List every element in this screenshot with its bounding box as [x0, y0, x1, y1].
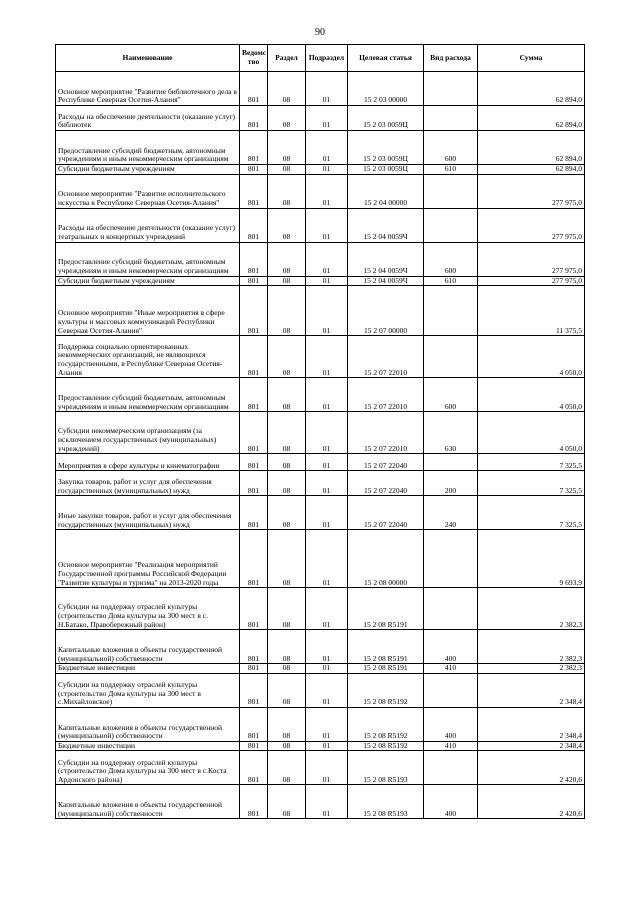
cell-exp-type: 410: [424, 664, 478, 674]
cell-name: Субсидии бюджетным учреждениям: [56, 276, 240, 286]
cell-target: 15 2 08 R5191: [348, 630, 424, 664]
table-row: [56, 785, 585, 819]
cell-dept: 801: [240, 496, 268, 530]
table-row: [56, 276, 585, 286]
cell-exp-type: [424, 106, 478, 131]
cell-section: 08: [268, 707, 306, 741]
cell-dept: 801: [240, 72, 268, 106]
cell-amount: 7 325,5: [478, 454, 585, 471]
cell-dept: 801: [240, 242, 268, 276]
cell-amount: 2 420,6: [478, 785, 585, 819]
cell-amount: 4 050,0: [478, 412, 585, 454]
cell-name: Субсидии бюджетным учреждениям: [56, 165, 240, 175]
cell-amount: 62 894,0: [478, 131, 585, 165]
cell-section: 08: [268, 276, 306, 286]
cell-dept: 801: [240, 530, 268, 588]
cell-name: Иные закупки товаров, работ и услуг для обеспечения государственных (муниципальных) нужд: [56, 496, 240, 530]
cell-target: 15 2 07 22010: [348, 378, 424, 412]
cell-amount: 7 325,5: [478, 496, 585, 530]
cell-target: 15 2 04 0059Ч: [348, 242, 424, 276]
table-row: [56, 174, 585, 208]
table-row: [56, 454, 585, 471]
table-row: [56, 673, 585, 707]
cell-subsection: 01: [306, 208, 348, 242]
cell-subsection: 01: [306, 664, 348, 674]
cell-target: 15 2 08 R5193: [348, 751, 424, 785]
cell-exp-type: 410: [424, 741, 478, 751]
table-row: [56, 496, 585, 530]
table-row: [56, 208, 585, 242]
table-row: [56, 242, 585, 276]
cell-dept: 801: [240, 707, 268, 741]
cell-dept: 801: [240, 630, 268, 664]
cell-dept: 801: [240, 276, 268, 286]
table-row: [56, 131, 585, 165]
header-amount: Сумма: [478, 45, 585, 72]
cell-amount: 2 420,6: [478, 751, 585, 785]
cell-exp-type: [424, 751, 478, 785]
cell-name: Поддержка социально ориентированных некоммерческих организаций, не являющихся государственными, в Республике Северная Осетия-Алания: [56, 336, 240, 378]
cell-amount: 4 050,0: [478, 378, 585, 412]
cell-subsection: 01: [306, 174, 348, 208]
cell-name: Субсидии на поддержку отраслей культуры (строительство Дома культуры на 300 мест в с.Коста Ардонского района): [56, 751, 240, 785]
cell-subsection: 01: [306, 378, 348, 412]
cell-target: 15 2 07 22040: [348, 471, 424, 496]
cell-exp-type: 610: [424, 276, 478, 286]
table-row: [56, 741, 585, 751]
cell-exp-type: 600: [424, 131, 478, 165]
cell-dept: 801: [240, 471, 268, 496]
cell-name: Предоставление субсидий бюджетным, автономным учреждениям и иным некоммерческим организациям: [56, 131, 240, 165]
cell-dept: 801: [240, 741, 268, 751]
cell-subsection: 01: [306, 588, 348, 630]
cell-dept: 801: [240, 165, 268, 175]
cell-exp-type: 600: [424, 242, 478, 276]
cell-target: 15 2 08 R5191: [348, 664, 424, 674]
cell-subsection: 01: [306, 785, 348, 819]
cell-target: 15 2 07 22010: [348, 336, 424, 378]
cell-section: 08: [268, 741, 306, 751]
cell-subsection: 01: [306, 707, 348, 741]
cell-amount: 277 975,0: [478, 242, 585, 276]
cell-amount: 2 348,4: [478, 707, 585, 741]
cell-exp-type: [424, 673, 478, 707]
cell-amount: 2 382,3: [478, 630, 585, 664]
cell-exp-type: 400: [424, 785, 478, 819]
table-row: [56, 378, 585, 412]
cell-amount: 4 050,0: [478, 336, 585, 378]
cell-amount: 62 894,0: [478, 106, 585, 131]
cell-amount: 62 894,0: [478, 72, 585, 106]
cell-section: 08: [268, 664, 306, 674]
cell-exp-type: 200: [424, 471, 478, 496]
cell-subsection: 01: [306, 454, 348, 471]
cell-subsection: 01: [306, 751, 348, 785]
cell-name: Основное мероприятие "Развитие библиотечного дела в Республике Северная Осетия-Алания": [56, 72, 240, 106]
cell-section: 08: [268, 131, 306, 165]
cell-amount: 62 894,0: [478, 165, 585, 175]
cell-target: 15 2 04 0059Ч: [348, 208, 424, 242]
cell-name: Предоставление субсидий бюджетным, автономным учреждениям и иным некоммерческим организациям: [56, 378, 240, 412]
cell-dept: 801: [240, 208, 268, 242]
cell-target: 15 2 03 00000: [348, 72, 424, 106]
cell-subsection: 01: [306, 276, 348, 286]
table-row: [56, 630, 585, 664]
cell-amount: 9 693,9: [478, 530, 585, 588]
table-row: [56, 286, 585, 336]
header-exp-type: Вид расхода: [424, 45, 478, 72]
cell-name: Субсидии на поддержку отраслей культуры (строительство Дома культуры на 300 мест в с.Михайловское): [56, 673, 240, 707]
cell-dept: 801: [240, 588, 268, 630]
cell-exp-type: [424, 588, 478, 630]
table-row: [56, 530, 585, 588]
cell-section: 08: [268, 412, 306, 454]
cell-name: Капитальные вложения в объекты государственной (муниципальной) собственности: [56, 630, 240, 664]
cell-section: 08: [268, 72, 306, 106]
cell-subsection: 01: [306, 630, 348, 664]
cell-exp-type: [424, 530, 478, 588]
cell-exp-type: 400: [424, 630, 478, 664]
cell-target: 15 2 08 R5192: [348, 673, 424, 707]
cell-target: 15 2 08 R5192: [348, 741, 424, 751]
cell-target: 15 2 04 0059Ч: [348, 276, 424, 286]
cell-subsection: 01: [306, 131, 348, 165]
cell-section: 08: [268, 378, 306, 412]
header-dept: Ведомс тво: [240, 45, 268, 72]
cell-subsection: 01: [306, 496, 348, 530]
cell-subsection: 01: [306, 242, 348, 276]
cell-exp-type: [424, 72, 478, 106]
cell-exp-type: 240: [424, 496, 478, 530]
cell-subsection: 01: [306, 530, 348, 588]
cell-target: 15 2 04 00000: [348, 174, 424, 208]
cell-subsection: 01: [306, 741, 348, 751]
cell-dept: 801: [240, 131, 268, 165]
cell-subsection: 01: [306, 673, 348, 707]
cell-name: Расходы на обеспечение деятельности (оказание услуг) библиотек: [56, 106, 240, 131]
cell-target: 15 2 07 22010: [348, 412, 424, 454]
cell-subsection: 01: [306, 286, 348, 336]
table-body: [56, 72, 585, 819]
cell-target: 15 2 08 R5192: [348, 707, 424, 741]
cell-exp-type: [424, 454, 478, 471]
cell-dept: 801: [240, 106, 268, 131]
cell-target: 15 2 03 0059Ц: [348, 165, 424, 175]
cell-section: 08: [268, 106, 306, 131]
table-row: [56, 751, 585, 785]
cell-subsection: 01: [306, 471, 348, 496]
cell-name: Капитальные вложения в объекты государственной (муниципальной) собственности: [56, 785, 240, 819]
cell-amount: 2 348,4: [478, 741, 585, 751]
cell-name: Закупка товаров, работ и услуг для обеспечения государственных (муниципальных) нужд: [56, 471, 240, 496]
cell-section: 08: [268, 530, 306, 588]
cell-section: 08: [268, 471, 306, 496]
cell-section: 08: [268, 286, 306, 336]
cell-section: 08: [268, 630, 306, 664]
cell-name: Субсидии некоммерческим организациям (за исключением государственных (муниципальных) учреждений): [56, 412, 240, 454]
cell-amount: 277 975,0: [478, 174, 585, 208]
cell-exp-type: 630: [424, 412, 478, 454]
cell-subsection: 01: [306, 165, 348, 175]
cell-name: Субсидии на поддержку отраслей культуры (строительство Дома культуры на 300 мест в с. Н.Батако, Правобережный район): [56, 588, 240, 630]
cell-dept: 801: [240, 785, 268, 819]
cell-exp-type: [424, 286, 478, 336]
header-name: Наименование: [56, 45, 240, 72]
cell-name: Основное мероприятие "Развитие исполнительского искусства в Республике Северная Осетия-Алания": [56, 174, 240, 208]
cell-target: 15 2 08 R5193: [348, 785, 424, 819]
table-row: [56, 707, 585, 741]
cell-target: 15 2 07 22040: [348, 454, 424, 471]
cell-exp-type: 400: [424, 707, 478, 741]
cell-amount: 11 375,5: [478, 286, 585, 336]
cell-target: 15 2 08 00000: [348, 530, 424, 588]
cell-dept: 801: [240, 286, 268, 336]
cell-amount: 277 975,0: [478, 208, 585, 242]
table-row: [56, 412, 585, 454]
table-row: [56, 165, 585, 175]
cell-amount: 2 348,4: [478, 673, 585, 707]
header-target: Целевая статья: [348, 45, 424, 72]
cell-section: 08: [268, 242, 306, 276]
budget-table: [55, 44, 585, 819]
cell-dept: 801: [240, 751, 268, 785]
cell-target: 15 2 07 22040: [348, 496, 424, 530]
cell-exp-type: 610: [424, 165, 478, 175]
table-row: [56, 72, 585, 106]
cell-target: 15 2 03 0059Ц: [348, 131, 424, 165]
cell-exp-type: 600: [424, 378, 478, 412]
cell-section: 08: [268, 336, 306, 378]
table-row: [56, 471, 585, 496]
cell-section: 08: [268, 785, 306, 819]
cell-dept: 801: [240, 673, 268, 707]
cell-section: 08: [268, 208, 306, 242]
cell-dept: 801: [240, 412, 268, 454]
cell-section: 08: [268, 174, 306, 208]
cell-name: Предоставление субсидий бюджетным, автономным учреждениям и иным некоммерческим организациям: [56, 242, 240, 276]
cell-amount: 2 382,3: [478, 588, 585, 630]
cell-section: 08: [268, 673, 306, 707]
cell-exp-type: [424, 336, 478, 378]
cell-name: Основное мероприятие "Иные мероприятия в сфере культуры и массовых коммуникаций Республики Северная Осетия-Алания": [56, 286, 240, 336]
cell-section: 08: [268, 751, 306, 785]
header-section: Раздел: [268, 45, 306, 72]
cell-dept: 801: [240, 378, 268, 412]
cell-dept: 801: [240, 664, 268, 674]
cell-section: 08: [268, 496, 306, 530]
cell-name: Бюджетные инвестиции: [56, 741, 240, 751]
cell-subsection: 01: [306, 72, 348, 106]
header-row: [56, 45, 585, 72]
table-row: [56, 106, 585, 131]
cell-amount: 2 382,3: [478, 664, 585, 674]
cell-subsection: 01: [306, 106, 348, 131]
page-number: 90: [315, 27, 325, 38]
cell-name: Основное мероприятие "Реализация мероприятий Государственной программы Российской Федерации "Развитие культуры и туризма" на 2013-2020 годы: [56, 530, 240, 588]
header-subsection: Подраздел: [306, 45, 348, 72]
cell-name: Капитальные вложения в объекты государственной (муниципальной) собственности: [56, 707, 240, 741]
cell-dept: 801: [240, 454, 268, 471]
cell-target: 15 2 03 0059Ц: [348, 106, 424, 131]
cell-section: 08: [268, 588, 306, 630]
cell-name: Бюджетные инвестиции: [56, 664, 240, 674]
table-row: [56, 664, 585, 674]
table-row: [56, 336, 585, 378]
cell-target: 15 2 08 R5191: [348, 588, 424, 630]
cell-subsection: 01: [306, 336, 348, 378]
cell-exp-type: [424, 174, 478, 208]
cell-section: 08: [268, 454, 306, 471]
cell-dept: 801: [240, 336, 268, 378]
cell-amount: 7 325,5: [478, 471, 585, 496]
table-row: [56, 588, 585, 630]
cell-name: Мероприятия в сфере культуры и кинематографии: [56, 454, 240, 471]
cell-dept: 801: [240, 174, 268, 208]
cell-exp-type: [424, 208, 478, 242]
cell-target: 15 2 07 00000: [348, 286, 424, 336]
cell-section: 08: [268, 165, 306, 175]
cell-amount: 277 975,0: [478, 276, 585, 286]
cell-subsection: 01: [306, 412, 348, 454]
cell-name: Расходы на обеспечение деятельности (оказание услуг) театральных и концертных учреждений: [56, 208, 240, 242]
